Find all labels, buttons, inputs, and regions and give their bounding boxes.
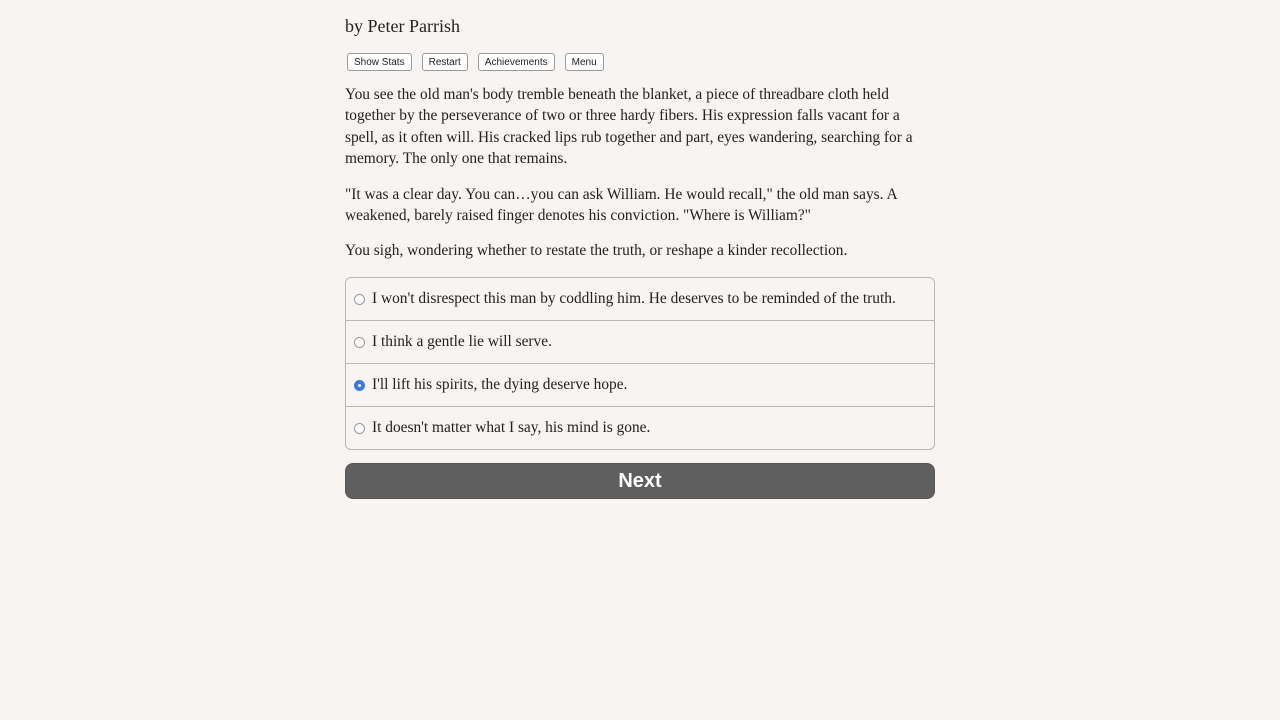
choice-list [345, 277, 935, 450]
radio-button-selected[interactable] [354, 380, 365, 391]
story-paragraph: You sigh, wondering whether to restate the truth, or reshape a kinder recollection. [345, 242, 848, 260]
radio-button[interactable] [354, 294, 365, 305]
author-line: by Peter Parrish [345, 16, 460, 36]
story-text [345, 84, 935, 276]
radio-button[interactable] [354, 337, 365, 348]
choice-option[interactable] [346, 320, 934, 363]
show-stats-button[interactable]: Show Stats [347, 53, 412, 71]
radio-button[interactable] [354, 423, 365, 434]
toolbar [347, 53, 604, 71]
menu-button[interactable]: Menu [565, 53, 604, 71]
choice-option[interactable] [346, 406, 934, 449]
story-paragraph: "It was a clear day. You can…you can ask William. He would recall," the old man says. A weakened, barely raised finger denotes his conviction. "Where is William?" [345, 185, 897, 225]
choice-label: It doesn't matter what I say, his mind is gone. [372, 419, 651, 436]
choice-label: I'll lift his spirits, the dying deserve hope. [372, 376, 628, 393]
restart-button[interactable]: Restart [422, 53, 468, 71]
choice-option[interactable] [346, 278, 934, 320]
choice-label: I think a gentle lie will serve. [372, 333, 552, 350]
choice-option-selected[interactable] [346, 363, 934, 406]
choice-label: I won't disrespect this man by coddling him. He deserves to be reminded of the truth. [372, 290, 896, 307]
story-paragraph: You see the old man's body tremble beneath the blanket, a piece of threadbare cloth held together by the perseverance of two or three hardy fibers. His expression falls vacant for a spell, as it often will. His cracked lips rub together and part, eyes wandering, searching for a memory. The only one that remains. [345, 86, 913, 168]
achievements-button[interactable]: Achievements [478, 53, 555, 71]
next-button[interactable]: Next [345, 463, 935, 499]
